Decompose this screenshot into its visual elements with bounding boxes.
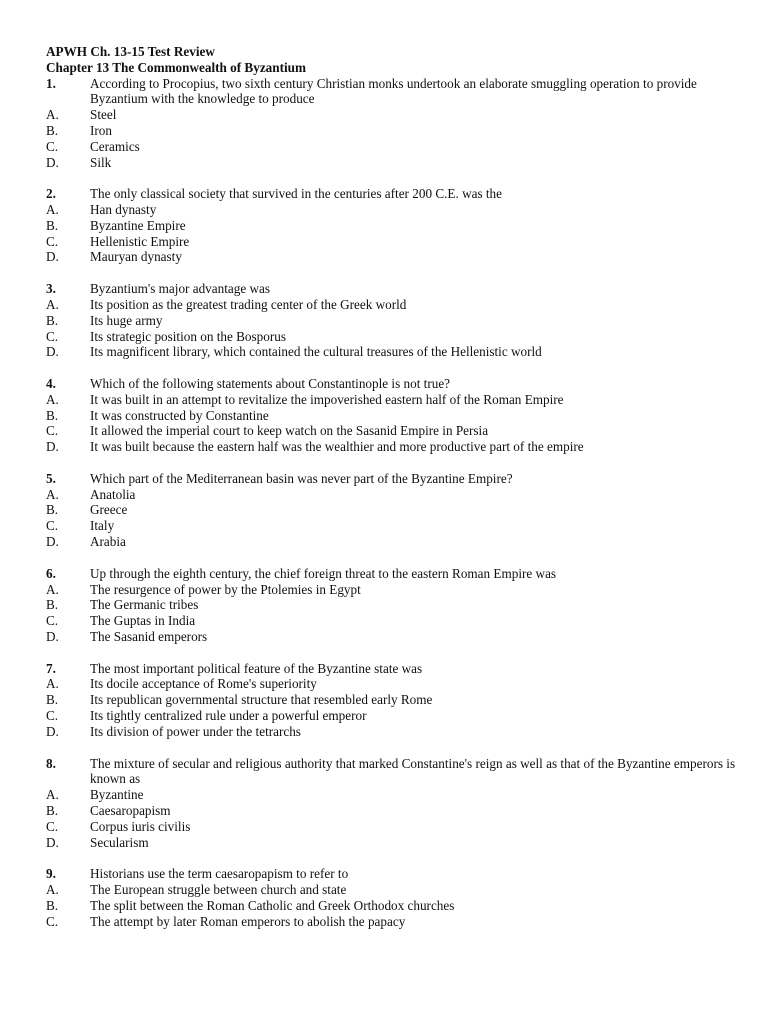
option-letter: D. bbox=[46, 834, 59, 850]
question-spacer bbox=[46, 550, 746, 566]
option-text: Byzantine bbox=[90, 787, 144, 803]
option-text: Corpus iuris civilis bbox=[90, 818, 191, 834]
option-text: Its docile acceptance of Rome's superiority bbox=[90, 676, 317, 692]
option-letter: B. bbox=[46, 312, 59, 328]
option-letter: B. bbox=[46, 897, 59, 913]
answer-option bbox=[46, 582, 746, 598]
option-letter: B. bbox=[46, 407, 59, 423]
question-spacer bbox=[46, 455, 746, 471]
option-text: Ceramics bbox=[90, 138, 140, 154]
question-number: 9. bbox=[46, 866, 56, 882]
answer-option bbox=[46, 708, 746, 724]
option-letter: C. bbox=[46, 613, 59, 629]
answer-option bbox=[46, 724, 746, 740]
answer-option bbox=[46, 249, 746, 265]
option-text: Italy bbox=[90, 518, 115, 534]
answer-option bbox=[46, 676, 746, 692]
option-letter: A. bbox=[46, 676, 59, 692]
option-letter: D. bbox=[46, 534, 59, 550]
question-spacer bbox=[46, 850, 746, 866]
option-text: Its tightly centralized rule under a powerful emperor bbox=[90, 708, 367, 724]
option-letter: A. bbox=[46, 391, 59, 407]
question-stem bbox=[46, 186, 746, 202]
answer-option bbox=[46, 392, 746, 408]
option-letter: A. bbox=[46, 296, 59, 312]
question-number: 4. bbox=[46, 376, 56, 392]
option-letter: B. bbox=[46, 597, 59, 613]
answer-option bbox=[46, 155, 746, 171]
question-text: Which of the following statements about Constantinople is not true? bbox=[90, 376, 451, 392]
option-text: Its magnificent library, which contained the cultural treasures of the Hellenistic world bbox=[90, 344, 542, 360]
question-item bbox=[46, 376, 746, 455]
question-number: 6. bbox=[46, 565, 56, 581]
option-text: It was built because the eastern half was the wealthier and more productive part of the empire bbox=[90, 439, 584, 455]
option-text: Byzantine Empire bbox=[90, 217, 186, 233]
option-letter: B. bbox=[46, 692, 59, 708]
question-item bbox=[46, 756, 746, 851]
document-page bbox=[46, 44, 746, 929]
answer-option bbox=[46, 329, 746, 345]
question-item bbox=[46, 661, 746, 740]
answer-option bbox=[46, 408, 746, 424]
answer-option bbox=[46, 803, 746, 819]
option-letter: C. bbox=[46, 518, 59, 534]
document-title: APWH Ch. 13-15 Test Review bbox=[46, 44, 215, 59]
question-item bbox=[46, 471, 746, 550]
answer-option bbox=[46, 914, 746, 930]
option-letter: D. bbox=[46, 344, 59, 360]
option-letter: B. bbox=[46, 802, 59, 818]
question-spacer bbox=[46, 170, 746, 186]
option-text: The resurgence of power by the Ptolemies in Egypt bbox=[90, 581, 361, 597]
option-letter: A. bbox=[46, 107, 59, 123]
answer-option bbox=[46, 423, 746, 439]
answer-option bbox=[46, 139, 746, 155]
question-number: 2. bbox=[46, 186, 56, 202]
option-text: Its republican governmental structure that resembled early Rome bbox=[90, 692, 433, 708]
option-letter: D. bbox=[46, 154, 59, 170]
option-text: It was constructed by Constantine bbox=[90, 407, 269, 423]
question-list bbox=[46, 76, 746, 930]
answer-option bbox=[46, 835, 746, 851]
question-text: Which part of the Mediterranean basin was never part of the Byzantine Empire? bbox=[90, 470, 513, 486]
option-text: Anatolia bbox=[90, 486, 136, 502]
option-letter: D. bbox=[46, 628, 59, 644]
option-text: Mauryan dynasty bbox=[90, 249, 182, 265]
option-text: It was built in an attempt to revitalize the impoverished eastern half of the Roman Empire bbox=[90, 391, 564, 407]
option-text: The Germanic tribes bbox=[90, 597, 199, 613]
option-letter: D. bbox=[46, 723, 59, 739]
question-spacer bbox=[46, 360, 746, 376]
question-number: 8. bbox=[46, 755, 56, 771]
question-number: 7. bbox=[46, 660, 56, 676]
option-text: Caesaropapism bbox=[90, 802, 171, 818]
option-letter: A. bbox=[46, 787, 59, 803]
question-text: Up through the eighth century, the chief foreign threat to the eastern Roman Empire was bbox=[90, 565, 557, 581]
option-text: Arabia bbox=[90, 534, 126, 550]
option-text: Steel bbox=[90, 107, 117, 123]
answer-option bbox=[46, 882, 746, 898]
answer-option bbox=[46, 534, 746, 550]
question-number: 3. bbox=[46, 281, 56, 297]
question-text: The mixture of secular and religious authority that marked Constantine's reign as well as that of the Byzantine emperors is known as bbox=[90, 755, 736, 787]
option-letter: C. bbox=[46, 328, 59, 344]
question-text: Historians use the term caesaropapism to refer to bbox=[90, 866, 349, 882]
option-text: The split between the Roman Catholic and Greek Orthodox churches bbox=[90, 897, 455, 913]
option-letter: A. bbox=[46, 486, 59, 502]
option-text: Its position as the greatest trading center of the Greek world bbox=[90, 296, 407, 312]
question-stem bbox=[46, 76, 746, 108]
option-letter: B. bbox=[46, 502, 59, 518]
answer-option bbox=[46, 107, 746, 123]
question-stem bbox=[46, 376, 746, 392]
option-letter: B. bbox=[46, 122, 59, 138]
answer-option bbox=[46, 297, 746, 313]
option-text: Its strategic position on the Bosporus bbox=[90, 328, 286, 344]
option-text: It allowed the imperial court to keep watch on the Sasanid Empire in Persia bbox=[90, 423, 489, 439]
answer-option bbox=[46, 898, 746, 914]
answer-option bbox=[46, 787, 746, 803]
question-spacer bbox=[46, 645, 746, 661]
answer-option bbox=[46, 313, 746, 329]
option-text: Iron bbox=[90, 122, 112, 138]
answer-option bbox=[46, 692, 746, 708]
option-letter: C. bbox=[46, 708, 59, 724]
answer-option bbox=[46, 487, 746, 503]
option-text: Its division of power under the tetrarchs bbox=[90, 723, 301, 739]
chapter-heading: Chapter 13 The Commonwealth of Byzantium bbox=[46, 59, 306, 75]
option-text: Greece bbox=[90, 502, 128, 518]
question-stem bbox=[46, 661, 746, 677]
option-text: The attempt by later Roman emperors to abolish the papacy bbox=[90, 913, 406, 929]
answer-option bbox=[46, 123, 746, 139]
question-stem bbox=[46, 866, 746, 882]
question-stem bbox=[46, 471, 746, 487]
question-item bbox=[46, 566, 746, 645]
option-text: Silk bbox=[90, 154, 112, 170]
option-text: The European struggle between church and state bbox=[90, 881, 347, 897]
question-number: 1. bbox=[46, 75, 56, 91]
answer-option bbox=[46, 218, 746, 234]
option-letter: C. bbox=[46, 233, 59, 249]
option-letter: A. bbox=[46, 202, 59, 218]
option-letter: C. bbox=[46, 913, 59, 929]
question-item bbox=[46, 76, 746, 171]
option-text: The Sasanid emperors bbox=[90, 628, 208, 644]
answer-option bbox=[46, 439, 746, 455]
option-letter: C. bbox=[46, 138, 59, 154]
answer-option bbox=[46, 234, 746, 250]
question-number: 5. bbox=[46, 470, 56, 486]
answer-option bbox=[46, 502, 746, 518]
answer-option bbox=[46, 613, 746, 629]
answer-option bbox=[46, 344, 746, 360]
question-item bbox=[46, 866, 746, 929]
option-letter: C. bbox=[46, 818, 59, 834]
option-text: The Guptas in India bbox=[90, 613, 196, 629]
option-text: Han dynasty bbox=[90, 202, 157, 218]
answer-option bbox=[46, 518, 746, 534]
question-stem bbox=[46, 756, 746, 788]
question-text: Byzantium's major advantage was bbox=[90, 281, 270, 297]
answer-option bbox=[46, 629, 746, 645]
question-stem bbox=[46, 566, 746, 582]
question-text: According to Procopius, two sixth century Christian monks undertook an elaborate smuggling operation to provide Byzantium with the knowledge to produce bbox=[90, 75, 697, 107]
question-text: The most important political feature of the Byzantine state was bbox=[90, 660, 423, 676]
option-letter: D. bbox=[46, 249, 59, 265]
option-letter: C. bbox=[46, 423, 59, 439]
answer-option bbox=[46, 597, 746, 613]
question-text: The only classical society that survived in the centuries after 200 C.E. was the bbox=[90, 186, 502, 202]
option-text: Secularism bbox=[90, 834, 149, 850]
question-spacer bbox=[46, 740, 746, 756]
option-letter: A. bbox=[46, 581, 59, 597]
option-text: Its huge army bbox=[90, 312, 163, 328]
option-letter: D. bbox=[46, 439, 59, 455]
answer-option bbox=[46, 819, 746, 835]
option-letter: B. bbox=[46, 217, 59, 233]
option-letter: A. bbox=[46, 881, 59, 897]
option-text: Hellenistic Empire bbox=[90, 233, 190, 249]
answer-option bbox=[46, 202, 746, 218]
question-stem bbox=[46, 281, 746, 297]
question-spacer bbox=[46, 265, 746, 281]
question-item bbox=[46, 281, 746, 360]
question-item bbox=[46, 186, 746, 265]
